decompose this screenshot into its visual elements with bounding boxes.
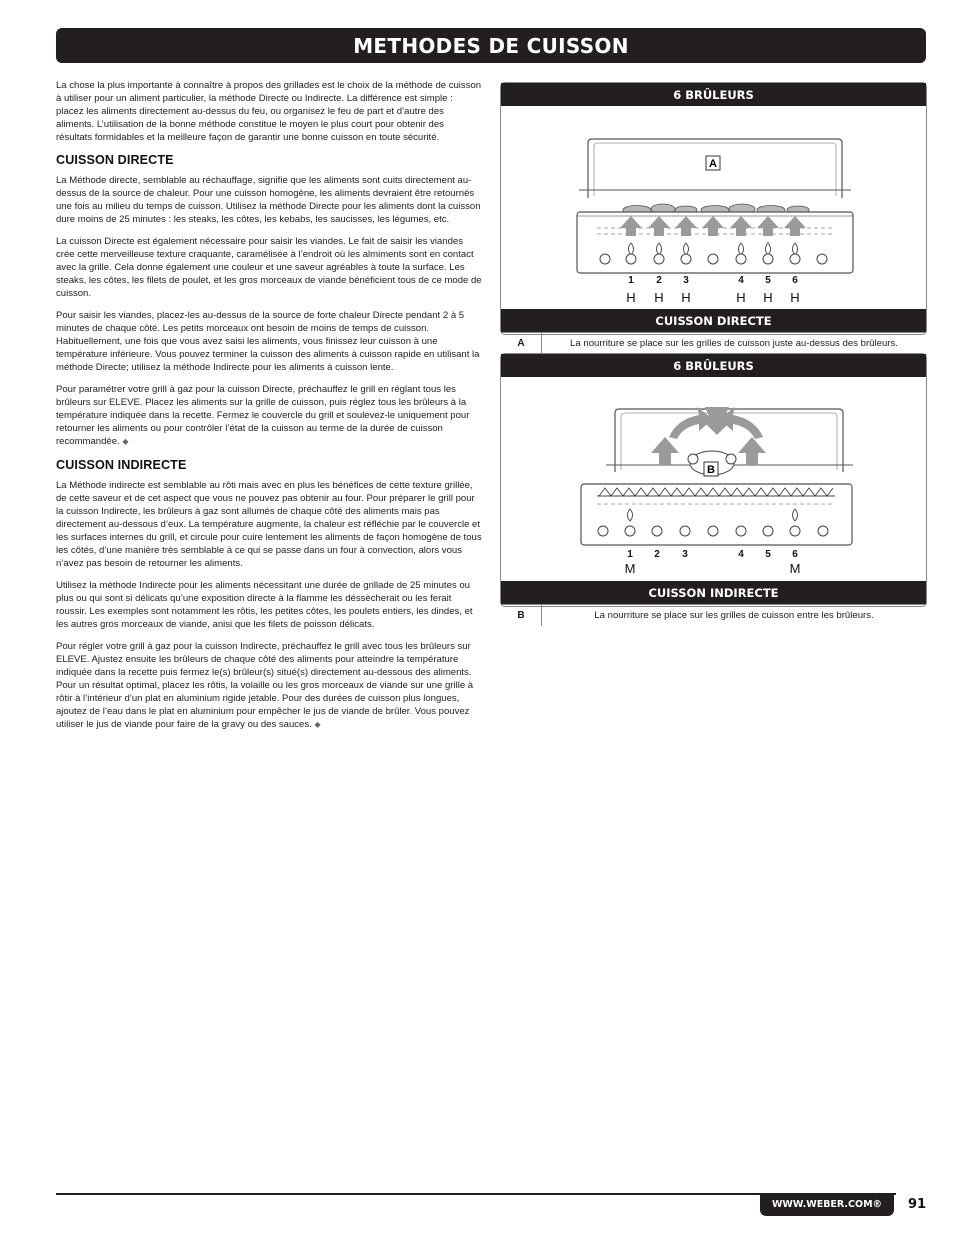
burner-number: 6 bbox=[792, 549, 798, 560]
direct-grill-diagram bbox=[501, 106, 926, 291]
indirect-paragraph-3-wrap bbox=[56, 640, 482, 731]
burner-number: 3 bbox=[683, 275, 689, 286]
burner-setting: M bbox=[624, 561, 636, 576]
direct-paragraph-4-wrap bbox=[56, 383, 482, 448]
burner-number: 4 bbox=[738, 549, 744, 560]
callout-label: B bbox=[707, 464, 715, 476]
callout-label: A bbox=[709, 158, 717, 170]
burner-number: 5 bbox=[765, 549, 771, 560]
indirect-burner-settings bbox=[501, 560, 926, 578]
burner-number: 5 bbox=[765, 275, 771, 286]
end-mark-icon: ◆ bbox=[122, 437, 129, 446]
intro-paragraph: La chose la plus importante à connaître à propos des grillades est le choix de la méthode de cuisson à utiliser pour un aliment particulier, la méthode Directe ou Indirecte. La différence est simple : placez les aliments directement au-dessus du feu, ou organisez le feu de part et d’autre des aliments. L’utilisation de la bonne méthode constitue le moyen le plus court pour obtenir des résultats formidables et la meilleure façon de garantir une bonne cuisson en toute sécurité. bbox=[56, 80, 482, 143]
direct-cooking-panel bbox=[500, 82, 927, 349]
indirect-cooking-panel bbox=[500, 353, 927, 621]
end-mark-icon: ◆ bbox=[314, 720, 321, 729]
burner-setting: H bbox=[790, 290, 800, 305]
burner-number: 2 bbox=[656, 275, 662, 286]
burner-number: 3 bbox=[682, 549, 688, 560]
legend-row bbox=[501, 604, 926, 626]
page-number: 91 bbox=[908, 1197, 927, 1212]
burner-setting: H bbox=[681, 290, 691, 305]
direct-paragraph-1: La Méthode directe, semblable au réchauffage, signifie que les aliments sont cuits directement au-dessus de la source de chaleur. Pour une cuisson homogène, les aliments devraient être retournés une fois au milieu du temps de cuisson. Utilisez la méthode Directe pour les aliments dont la cuisson dure moins de 25 minutes : les steaks, les côtes, les kebabs, les saucisses, les légumes, etc. bbox=[56, 175, 481, 225]
burner-number: 2 bbox=[654, 549, 660, 560]
indirect-paragraph-1: La Méthode indirecte est semblable au rôti mais avec en plus les bénéfices de cette texture grillée, de cette saveur et de cet aspect que vous ne pouvez pas obtenir au four. Pour préparer le grill pour la cuisson Indirecte, les brûleurs à gaz sont allumés de chaque côté des aliments mais pas directement au-dessous d’eux. La température augmente, la chaleur est réfléchie par le couvercle et les surfaces internes du grill, et circule pour cuire lentement les aliments de façon homogène de tous les côtés, d’une manière très semblable à ce qui se passe dans un four à convection, alors vous n’avez pas besoin de retourner les aliments. bbox=[56, 480, 482, 569]
burner-number: 1 bbox=[627, 549, 633, 560]
burner-setting: H bbox=[763, 290, 773, 305]
burner-number: 1 bbox=[628, 275, 634, 286]
legend-description: La nourriture se place sur les grilles de cuisson juste au-dessus des brûleurs. bbox=[570, 338, 898, 349]
control-knobs bbox=[598, 526, 828, 536]
indirect-paragraph-3: Pour régler votre grill à gaz pour la cuisson Indirecte, préchauffez le grill avec tous les brûleurs sur ELEVE. Ajustez ensuite les brûleurs de chaque côté des aliments pour atteindre la température indiquée dans la recette puis fermez le(s) brûleur(s) situé(s) directement au-dessous des aliments. Pour un résultat optimal, placez les rôtis, la volaille ou les gros morceaux de viande sur une grille à rôtir à l’intérieur d’un plat en aluminium rigide jetable. Pour des durées de cuisson plus longues, ajoutez de l’eau dans le plat en aluminium pour empêcher le jus de viande de brûler. Vous pouvez utiliser le jus de viande pour faire de la gravy ou des sauces. bbox=[56, 641, 474, 730]
panel-caption: CUISSON DIRECTE bbox=[501, 309, 926, 332]
indirect-heading: CUISSON INDIRECTE bbox=[56, 458, 187, 472]
indirect-grill-diagram bbox=[501, 377, 926, 562]
footer-url: WWW.WEBER.COM® bbox=[760, 1195, 894, 1216]
roast-food bbox=[688, 454, 698, 464]
control-knobs bbox=[600, 254, 827, 264]
legend-key: B bbox=[501, 605, 542, 626]
legend-row bbox=[501, 332, 926, 354]
legend-description: La nourriture se place sur les grilles de cuisson entre les brûleurs. bbox=[594, 610, 874, 621]
panel-header: 6 BRÛLEURS bbox=[501, 83, 926, 106]
burner-number: 4 bbox=[738, 275, 744, 286]
burner-setting: H bbox=[626, 290, 636, 305]
panel-header: 6 BRÛLEURS bbox=[501, 354, 926, 377]
direct-paragraph-4: Pour paramétrer votre grill à gaz pour la cuisson Directe, préchauffez le grill en réglant tous les brûleurs sur ELEVE. Placez les aliments sur la grille de cuisson, puis réglez tous les brûleurs à la température indiquée dans la recette. Fermez le couvercle du grill et soulevez-le uniquement pour retourner les aliments ou pour contrôler l’état de la cuisson au terme de la durée de cuisson recommandée. bbox=[56, 384, 470, 447]
roast-food bbox=[726, 454, 736, 464]
burner-setting: H bbox=[654, 290, 664, 305]
burner-number: 6 bbox=[792, 275, 798, 286]
legend-key: A bbox=[501, 333, 542, 354]
panel-caption: CUISSON INDIRECTE bbox=[501, 581, 926, 604]
direct-paragraph-2: La cuisson Directe est également nécessaire pour saisir les viandes. Le fait de saisir les viandes crée cette merveilleuse texture craquante, caramélisée à l’endroit où les almiments sont en contact avec la grille. Cela donne également une couleur et une saveur agréables à toute la surface. Les steaks, les côtes, les filets de poulet, et les gros morceaux de viande bénéficient tous de ce mode de cuisson. bbox=[56, 236, 482, 299]
indirect-paragraph-2: Utilisez la méthode Indirecte pour les aliments nécessitant une durée de grillade de 25 minutes ou plus ou qui sont si délicats qu’une exposition directe à la flamme les déssècherait ou les ferait roussir. Les exemples sont notamment les rôtis, les petites côtes, les poulets entiers, les dindes, et les autres gros morceaux de viande, anisi que les filets de poisson délicats. bbox=[56, 580, 473, 630]
direct-paragraph-3: Pour saisir les viandes, placez-les au-dessus de la source de forte chaleur Directe pendant 2 à 5 minutes de chaque côté. Les petits morceaux ont besoin de moins de temps de cuisson. Habituellement, une fois que vous avez saisi les aliments, vous finissez leur cuisson à une température inférieure. Vous pouvez terminer la cuisson des aliments à cuisson rapide en utilisant la méthode Directe; utilisez la méthode Indirecte pour les aliments à cuisson lente. bbox=[56, 310, 480, 373]
direct-heading: CUISSON DIRECTE bbox=[56, 153, 174, 167]
page-title: METHODES DE CUISSON bbox=[56, 28, 926, 63]
direct-burner-settings bbox=[501, 289, 926, 307]
burner-setting: M bbox=[789, 561, 801, 576]
text-column bbox=[56, 79, 482, 740]
burner-setting: H bbox=[736, 290, 746, 305]
